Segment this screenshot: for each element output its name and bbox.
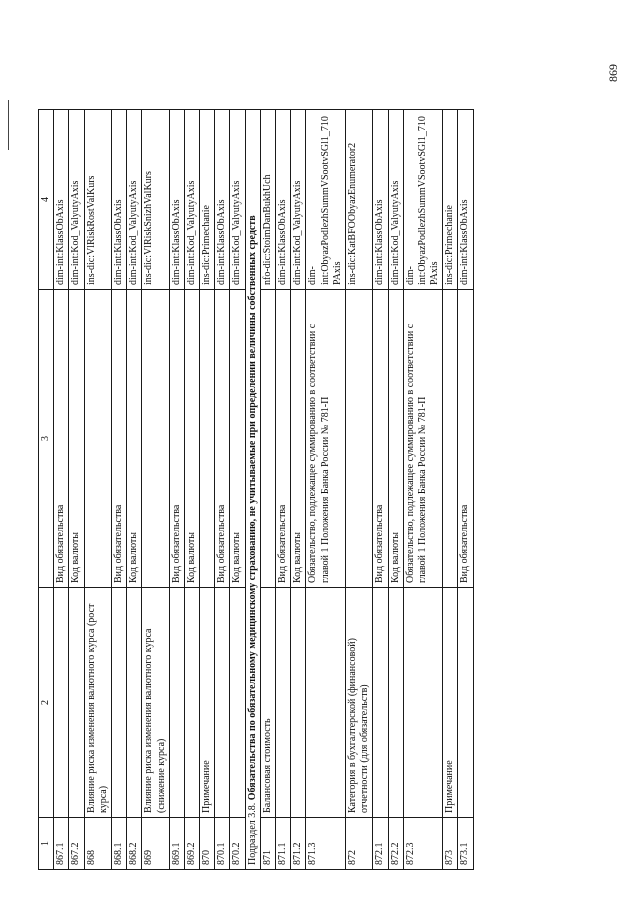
row-code: dim-int:KlassObAxis xyxy=(373,110,388,290)
row-code: ins-dic:KatBFOObyazEnumerator2 xyxy=(345,110,372,290)
row-number: 867.1 xyxy=(54,818,69,870)
row-type xyxy=(84,290,111,588)
row-number: 868 xyxy=(84,818,111,870)
row-name xyxy=(69,588,84,818)
row-code: dim-int:KlassObAxis xyxy=(458,110,473,290)
row-name: Категория в бухгалтерской (финансовой) отчетности (для обязательств) xyxy=(345,588,372,818)
row-name xyxy=(111,588,126,818)
row-number: 871.1 xyxy=(276,818,291,870)
codes-table xyxy=(38,109,474,870)
page-number: 869 xyxy=(606,64,620,82)
row-number: 867.2 xyxy=(69,818,84,870)
header-cell: 4 xyxy=(39,110,54,290)
row-type: Вид обязательства xyxy=(373,290,388,588)
row-name xyxy=(306,588,346,818)
row-type xyxy=(443,290,458,588)
table-row xyxy=(458,110,473,870)
row-type xyxy=(142,290,169,588)
row-type xyxy=(345,290,372,588)
row-type: Обязательство, подлежащее суммированию в соответствии с главой 1 Положения Банка России № 781-П xyxy=(306,290,346,588)
row-number: 872.1 xyxy=(373,818,388,870)
header-cell: 1 xyxy=(39,818,54,870)
row-code: dim-int:KlassObAxis xyxy=(276,110,291,290)
row-code: dim-int:Kod_ValyutyAxis xyxy=(127,110,142,290)
row-type: Вид обязательства xyxy=(215,290,230,588)
row-code: dim-int:Kod_ValyutyAxis xyxy=(230,110,245,290)
subsection-row xyxy=(245,110,260,870)
row-code: dim-int:KlassObAxis xyxy=(54,110,69,290)
row-code: dim-int:ObyazPodlezhSummVSootvSGl1_710PAxis xyxy=(403,110,443,290)
row-code: dim-int:Kod_ValyutyAxis xyxy=(291,110,306,290)
table-row xyxy=(345,110,372,870)
row-name xyxy=(403,588,443,818)
margin-mark xyxy=(8,100,9,150)
row-name: Примечание xyxy=(443,588,458,818)
row-number: 873 xyxy=(443,818,458,870)
subsection-heading xyxy=(245,110,260,870)
row-number: 872 xyxy=(345,818,372,870)
table-row xyxy=(54,110,69,870)
row-name xyxy=(276,588,291,818)
row-number: 869.2 xyxy=(184,818,199,870)
row-code: dim-int:ObyazPodlezhSummVSootvSGl1_710PAxis xyxy=(306,110,346,290)
row-code: dim-int:Kod_ValyutyAxis xyxy=(388,110,403,290)
row-code: dim-int:Kod_ValyutyAxis xyxy=(69,110,84,290)
row-number: 869.1 xyxy=(169,818,184,870)
row-type: Вид обязательства xyxy=(458,290,473,588)
row-type: Код валюты xyxy=(69,290,84,588)
row-type: Вид обязательства xyxy=(54,290,69,588)
table-row xyxy=(142,110,169,870)
row-name xyxy=(388,588,403,818)
table-row xyxy=(215,110,230,870)
subsection-title: Обязательства по обязательному медицинскому страхованию, не учитываемые при определении величины собственных средств xyxy=(246,215,258,801)
table-row xyxy=(111,110,126,870)
table-row xyxy=(388,110,403,870)
row-code: dim-int:KlassObAxis xyxy=(169,110,184,290)
table-row xyxy=(69,110,84,870)
row-number: 870.1 xyxy=(215,818,230,870)
rotated-table-container xyxy=(38,110,474,870)
row-number: 872.3 xyxy=(403,818,443,870)
row-code: ins-dic:Primechanie xyxy=(200,110,215,290)
row-name xyxy=(458,588,473,818)
row-number: 873.1 xyxy=(458,818,473,870)
row-type: Код валюты xyxy=(230,290,245,588)
row-type: Вид обязательства xyxy=(276,290,291,588)
table-row xyxy=(84,110,111,870)
table-row xyxy=(373,110,388,870)
row-number: 871.3 xyxy=(306,818,346,870)
row-name xyxy=(184,588,199,818)
table-row xyxy=(306,110,346,870)
row-code: ins-dic:VlRiskSnizhValKurs xyxy=(142,110,169,290)
row-name: Влияние риска изменения валютного курса (снижение курса) xyxy=(142,588,169,818)
row-type: Вид обязательства xyxy=(169,290,184,588)
row-number: 871.2 xyxy=(291,818,306,870)
table-row xyxy=(260,110,275,870)
row-type: Код валюты xyxy=(388,290,403,588)
row-code: dim-int:Kod_ValyutyAxis xyxy=(184,110,199,290)
row-name: Влияние риска изменения валютного курса (рост курса) xyxy=(84,588,111,818)
row-name: Балансовая стоимость xyxy=(260,588,275,818)
row-number: 868.1 xyxy=(111,818,126,870)
row-name xyxy=(127,588,142,818)
table-row xyxy=(230,110,245,870)
row-type xyxy=(200,290,215,588)
row-code: dim-int:KlassObAxis xyxy=(111,110,126,290)
row-number: 872.2 xyxy=(388,818,403,870)
subsection-prefix: Подраздел 3.8. xyxy=(246,802,258,865)
row-name xyxy=(54,588,69,818)
table-row xyxy=(127,110,142,870)
row-type: Код валюты xyxy=(184,290,199,588)
row-number: 868.2 xyxy=(127,818,142,870)
table-row xyxy=(291,110,306,870)
row-number: 871 xyxy=(260,818,275,870)
row-number: 870 xyxy=(200,818,215,870)
table-row xyxy=(403,110,443,870)
row-code: ins-dic:Primechanie xyxy=(443,110,458,290)
row-name xyxy=(169,588,184,818)
table-row xyxy=(169,110,184,870)
row-name xyxy=(230,588,245,818)
row-number: 869 xyxy=(142,818,169,870)
header-cell: 2 xyxy=(39,588,54,818)
table-row xyxy=(276,110,291,870)
row-name xyxy=(291,588,306,818)
row-name: Примечание xyxy=(200,588,215,818)
table-header-row xyxy=(39,110,54,870)
row-code: nfo-dic:StoimDanBukhUch xyxy=(260,110,275,290)
header-cell: 3 xyxy=(39,290,54,588)
row-name xyxy=(215,588,230,818)
row-type: Вид обязательства xyxy=(111,290,126,588)
row-code: ins-dic:VlRiskRostValKurs xyxy=(84,110,111,290)
row-type: Код валюты xyxy=(291,290,306,588)
row-type: Обязательство, подлежащее суммированию в соответствии с главой 1 Положения Банка России № 781-П xyxy=(403,290,443,588)
row-code: dim-int:KlassObAxis xyxy=(215,110,230,290)
table-row xyxy=(184,110,199,870)
row-name xyxy=(373,588,388,818)
row-type: Код валюты xyxy=(127,290,142,588)
table-row xyxy=(200,110,215,870)
row-type xyxy=(260,290,275,588)
row-number: 870.2 xyxy=(230,818,245,870)
table-row xyxy=(443,110,458,870)
